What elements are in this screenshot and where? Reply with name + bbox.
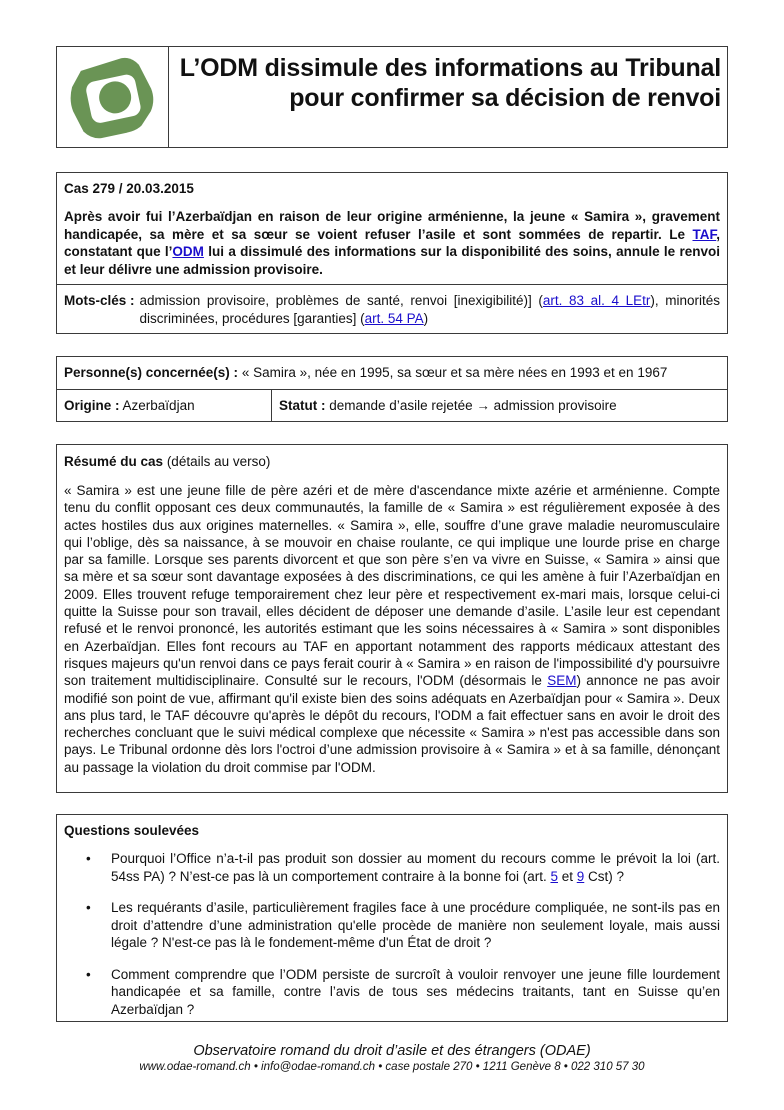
question-text: Comment comprendre que l’ODM persiste de surcroît à vouloir renvoyer une jeune fille lourdement handicapée et sa famille, contre l’avis de tous ses médecins traitants, tant en Suisse qu’en Azerbaïdjan ? [111, 966, 720, 1017]
keywords-part: admission provisoire, problèmes de santé, renvoi [inexigibilité)] ( [139, 293, 543, 308]
question-item [64, 966, 720, 1019]
origin-status-row [57, 390, 727, 422]
link-art-9-cst[interactable]: 9 [576, 868, 585, 884]
page-title: L’ODM dissimule des informations au Tribunal pour confirmer sa décision de renvoi [179, 54, 721, 112]
link-art-54-pa[interactable]: art. 54 PA [364, 310, 424, 326]
footer-contact: www.odae-romand.ch • info@odae-romand.ch • case postale 270 • 1211 Genève 8 • 022 310 57 30 [139, 1061, 645, 1073]
case-summary-box [56, 172, 728, 334]
resume-text: ) annonce ne pas avoir modifié son point de vue, affirmant qu'il existe bien des soins adéquats en Azerbaïdjan pour « Samira ». Deux ans plus tard, le TAF découvre qu'après le dépôt du recours, l'ODM a fait effectuer sans en avoir le droit des recherches concluant que le suivi médical complexe que nécessite « Samira » n'est pas accessible dans son pays. Le Tribunal ordonne dès lors l'octroi d’une admission provisoire à « Samira » et à sa famille, dénonçant au passage la violation du droit commise par l'ODM. [64, 673, 720, 775]
link-art-5-cst[interactable]: 5 [550, 868, 558, 884]
persons-value: « Samira », née en 1995, sa sœur et sa mère nées en 1993 et en 1967 [241, 365, 668, 380]
bullet-icon: • [86, 966, 91, 982]
bullet-icon: • [86, 851, 91, 866]
status-cell [272, 390, 727, 422]
question-text: et [557, 868, 577, 884]
persons-box [56, 356, 728, 422]
logo-cell [57, 47, 169, 147]
resume-heading-note: (détails au verso) [166, 454, 271, 469]
resume-body [64, 482, 720, 776]
summary-text: Après avoir fui l’Azerbaïdjan en raison de leur origine arménienne, la jeune « Samira », gravement handicapée, sa mère et sa sœur se voient refuser l’asile et sont sommées de repartir. Le [64, 209, 720, 242]
keywords-part: ) [423, 310, 429, 326]
link-odm[interactable]: ODM [172, 244, 204, 259]
summary-text: lui a dissimulé des informations sur la disponibilité des soins, annule le renvoi et leur délivre une admission provisoire. [64, 244, 720, 277]
link-art-83-letr[interactable]: art. 83 al. 4 LEtr [542, 293, 651, 308]
link-sem[interactable]: SEM [547, 673, 577, 689]
keywords-row [57, 285, 727, 327]
status-value: demande d’asile rejetée → admission provisoire [329, 398, 617, 413]
keywords-label: Mots-clés : [64, 293, 135, 308]
link-taf[interactable]: TAF [692, 226, 717, 242]
status-label: Statut : [279, 398, 326, 413]
question-text: Cst) ? [584, 868, 625, 884]
question-item [64, 899, 720, 952]
case-lead-summary [64, 208, 720, 278]
bullet-icon: • [86, 900, 91, 915]
resume-text: « Samira » est une jeune fille de père azéri et de mère d'ascendance mixte azérie et arménienne. Compte tenu du conflit opposant ces deux communautés, la famille de « Samira » est régulièrement exposée à des actes hostiles dus aux origines maternelles. « Samira », elle, souffre d’une grave maladie neuromusculaire qui l’oblige, dès sa naissance, à se mouvoir en chaise roulante, ce qui implique une lourde prise en charge par sa famille. Lorsque ses parents divorcent et que son père s’en va vivre en Suisse, « Samira » ainsi que sa mère et sa sœur sont davantage exposées à des discriminations, ce qui les amène à fuir l’Azerbaïdjan en 2009. Elles trouvent refuge temporairement chez leur père et respectivement ex-mari mais, lorsque celui-ci quitte la Suisse pour son travail, elles décident de déposer une demande d’asile. L’asile leur est cependant refusé et le renvoi prononcé, les autorités estimant que les soins nécessaires à « Samira » sont disponibles en Azerbaïdjan. Elles font recours au TAF en apportant notamment des rapports médicaux attestant des risques majeurs qu'un renvoi dans ce pays ferait courir à « Samira » en raison de l'impossibilité d'y poursuivre son traitement multidisciplinaire. Consulté sur le recours, l'ODM (désormais le [64, 483, 720, 689]
title-cell [169, 47, 727, 147]
keywords-part: ), minorités discriminées, procédures [garanties] ( [139, 293, 720, 326]
origin-label: Origine : [64, 398, 120, 413]
page-footer [0, 1042, 784, 1075]
origin-cell [57, 390, 272, 422]
resume-heading [64, 454, 720, 469]
case-top [57, 173, 727, 285]
case-reference: Cas 279 / 20.03.2015 [64, 181, 194, 196]
question-text: Les requérants d’asile, particulièrement fragiles face à une procédure compliquée, ne sont-ils pas en droit d’attendre d’une administration qu'elle procède de manière non seulement loyale, mais aussi légale ? N'est-ce pas là le fondement-même d'un État de droit ? [111, 900, 720, 950]
document-header [56, 46, 728, 148]
persons-row [57, 357, 727, 390]
footer-organization: Observatoire romand du droit d’asile et des étrangers (ODAE) [193, 1043, 591, 1059]
persons-label: Personne(s) concernée(s) : [64, 365, 239, 380]
questions-box [56, 814, 728, 1022]
question-text: Pourquoi l’Office n’a-t-il pas produit son dossier au moment du recours comme le prévoit la loi (art. 54ss PA) ? N’est-ce pas là un comportement contraire à la bonne foi (art. [111, 851, 720, 884]
case-resume-box [56, 444, 728, 793]
origin-value: Azerbaïdjan [122, 398, 195, 413]
resume-heading-title: Résumé du cas [64, 454, 164, 469]
question-item [64, 850, 720, 885]
questions-heading: Questions soulevées [64, 823, 200, 838]
odae-logo-icon [57, 47, 167, 147]
summary-text: , constatant que l’ [64, 226, 720, 259]
keywords-text [140, 292, 720, 327]
questions-list [64, 850, 720, 1018]
